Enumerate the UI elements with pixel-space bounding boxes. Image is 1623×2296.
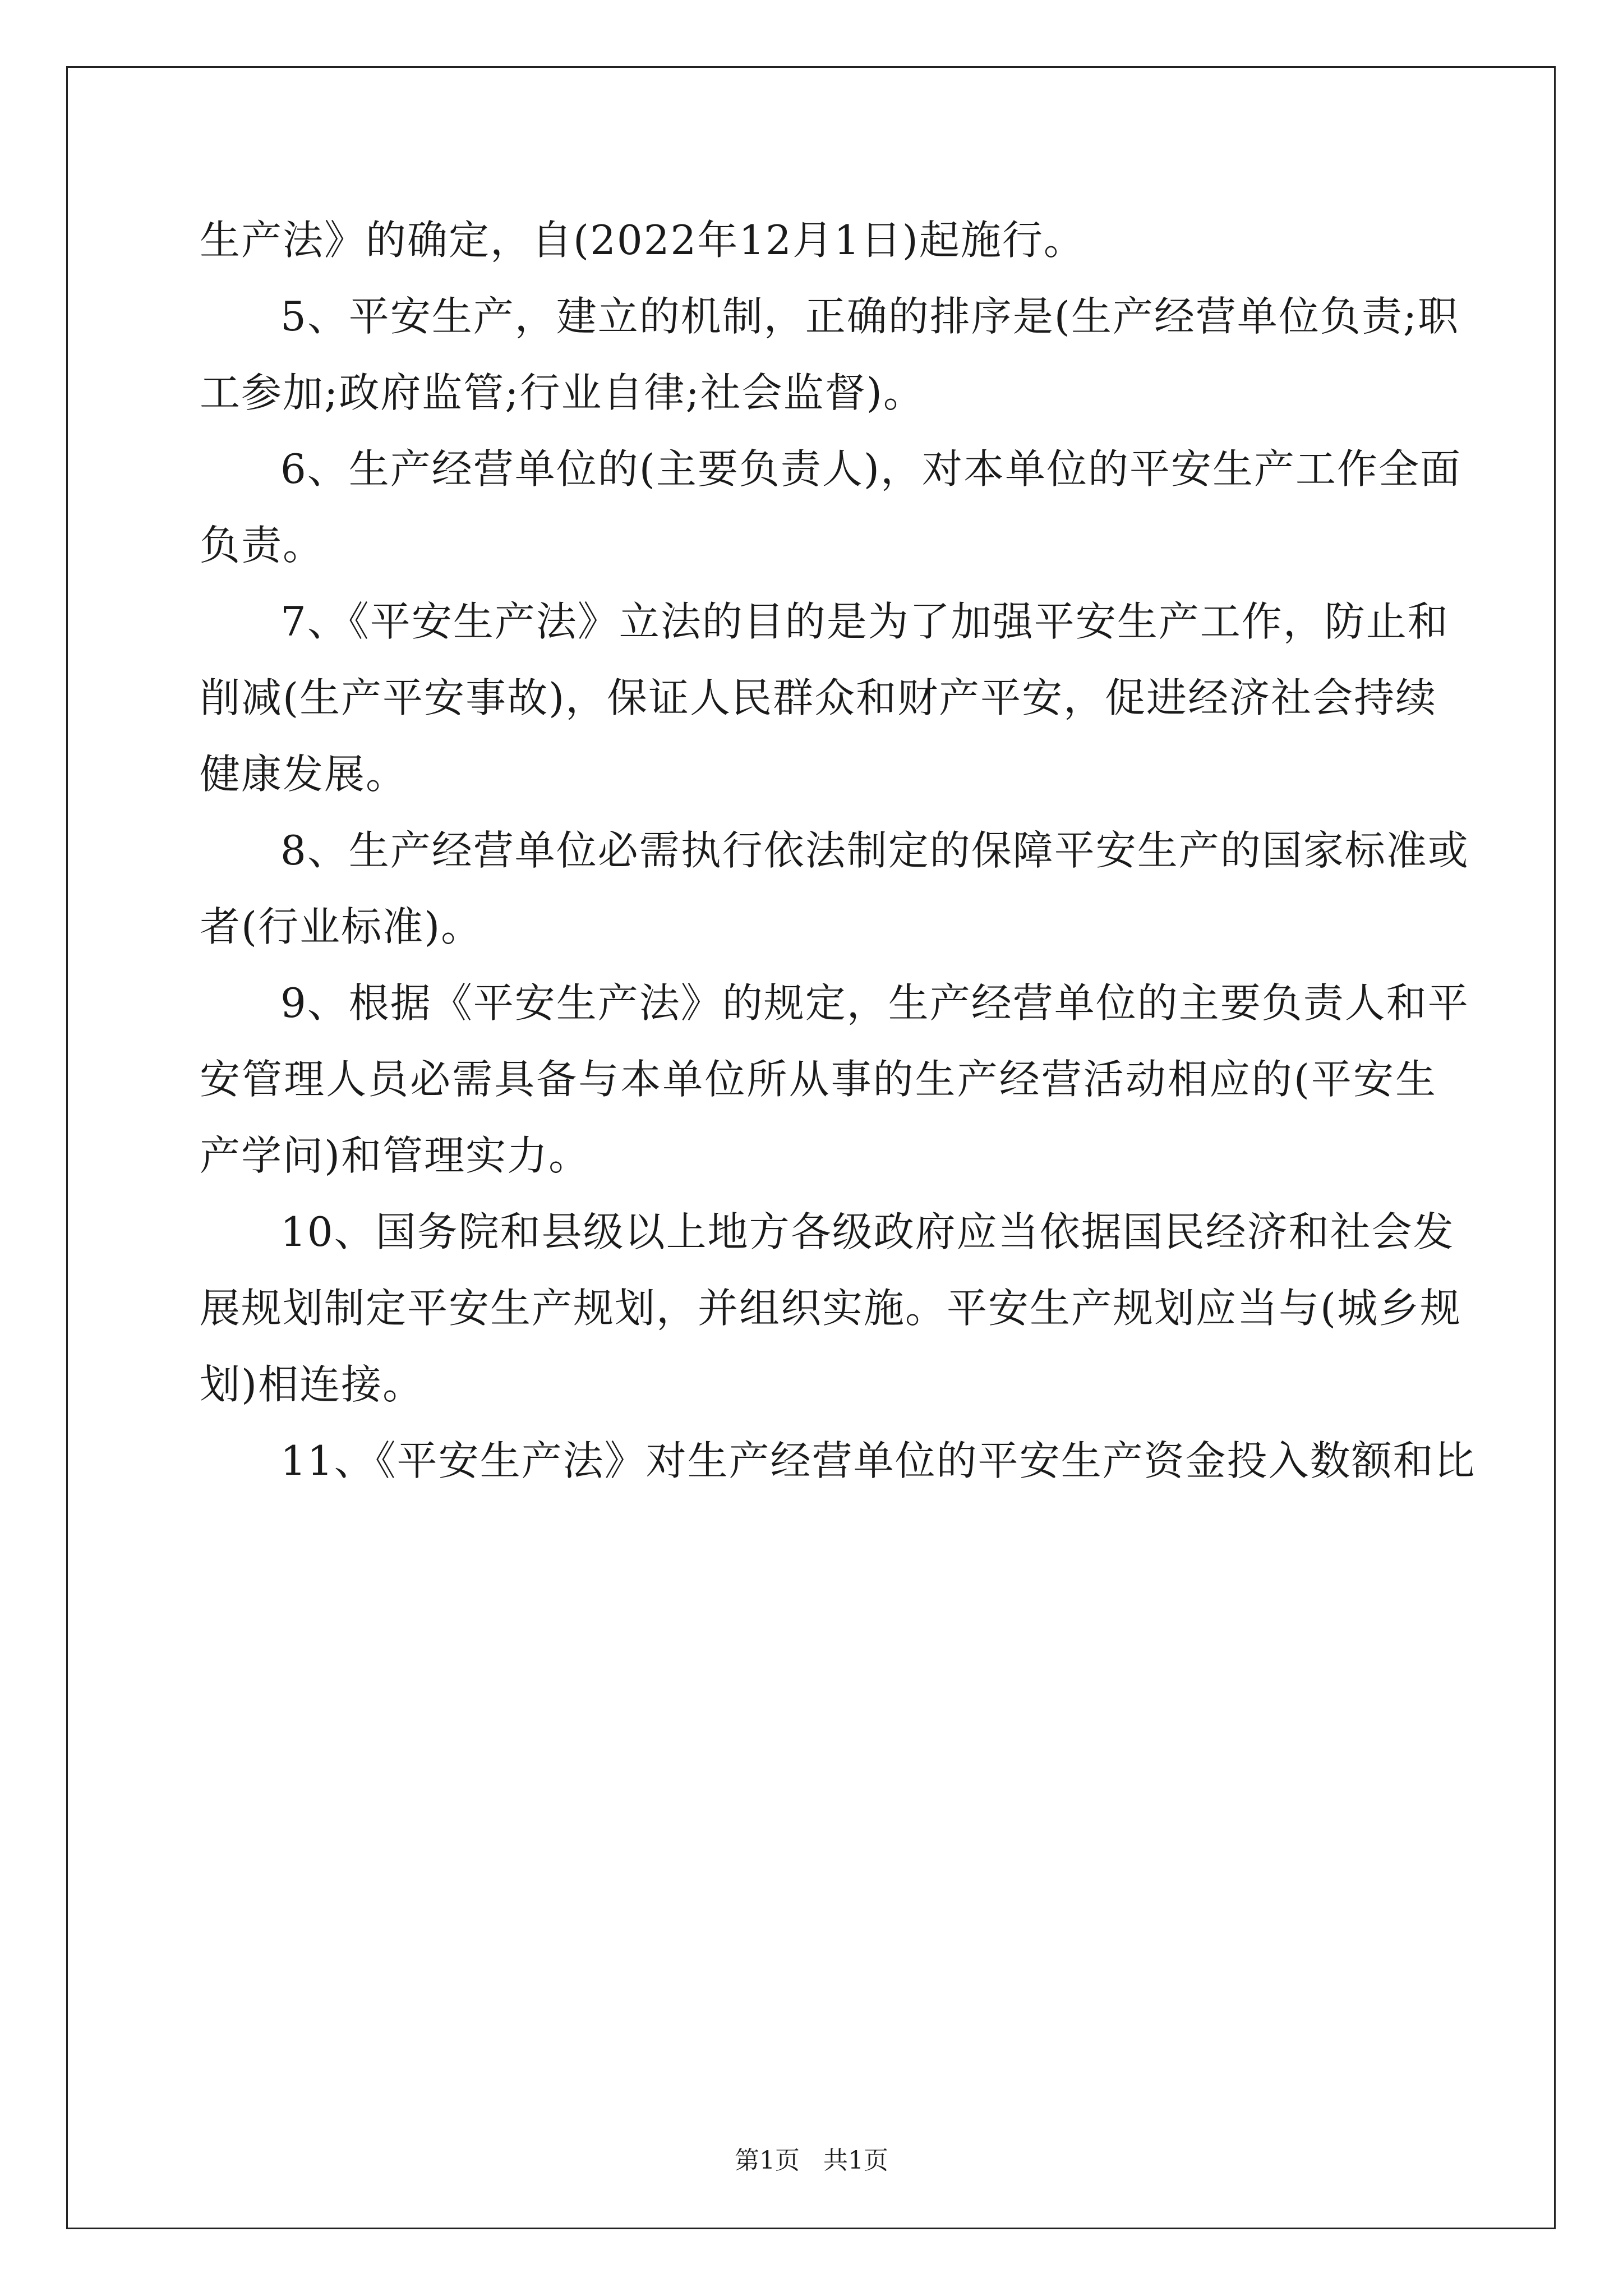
page-footer <box>0 2140 1623 2176</box>
paragraph <box>200 827 1469 983</box>
text-line: 生产法》的确定，自(2022年12月1日)起施行。 <box>200 217 1085 264</box>
text-line: 负责。 <box>200 522 325 569</box>
paragraph <box>200 293 1460 449</box>
text-line: 划)相连接。 <box>200 1361 425 1408</box>
page-total: 共1页 <box>823 2146 888 2175</box>
text-line: 削减(生产平安事故)，保证人民群众和财产平安，促进经济社会持续 <box>200 674 1437 721</box>
paragraph <box>200 217 1437 296</box>
document-body <box>200 217 1476 1517</box>
text-line: 10、国务院和县级以上地方各级政府应当依据国民经济和社会发 <box>280 1208 1455 1255</box>
text-line: 9、根据《平安生产法》的规定，生产经营单位的主要负责人和平 <box>280 979 1469 1027</box>
text-line: 者(行业标准)。 <box>200 903 483 950</box>
text-line: 健康发展。 <box>200 751 408 798</box>
paragraph <box>200 598 1449 830</box>
paragraph <box>200 445 1461 601</box>
text-line: 8、生产经营单位必需执行依法制定的保障平安生产的国家标准或 <box>280 827 1469 874</box>
text-line: 7、《平安生产法》立法的目的是为了加强平安生产工作，防止和 <box>280 598 1449 645</box>
text-line: 11、《平安生产法》对生产经营单位的平安生产资金投入数额和比 <box>280 1437 1476 1484</box>
paragraph <box>200 1208 1462 1441</box>
page-number: 第1页 <box>735 2146 800 2175</box>
text-line: 展规划制定平安生产规划，并组织实施。平安生产规划应当与(城乡规 <box>200 1285 1462 1332</box>
paragraph <box>200 979 1469 1212</box>
text-line: 安管理人员必需具备与本单位所从事的生产经营活动相应的(平安生 <box>200 1056 1437 1103</box>
text-line: 6、生产经营单位的(主要负责人)，对本单位的平安生产工作全面 <box>280 445 1461 493</box>
text-line: 工参加;政府监管;行业自律;社会监督)。 <box>200 369 925 416</box>
paragraph <box>200 1437 1476 1517</box>
text-line: 5、平安生产，建立的机制，正确的排序是(生产经营单位负责;职 <box>280 293 1460 340</box>
text-line: 产学问)和管理实力。 <box>200 1132 591 1179</box>
